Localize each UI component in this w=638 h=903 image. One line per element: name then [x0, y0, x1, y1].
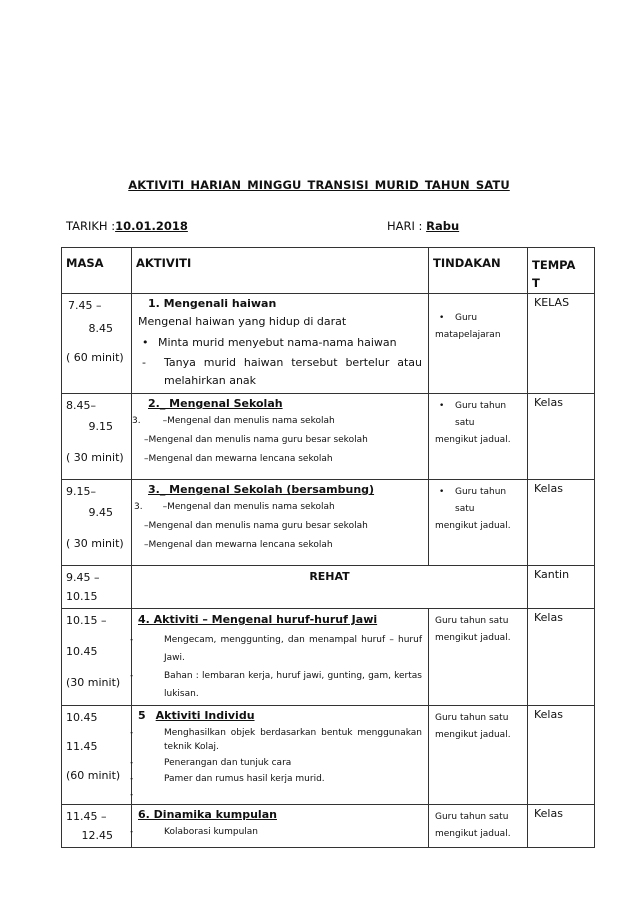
tarikh-label: TARIKH : [66, 219, 116, 233]
masa-cell: 9.15– 9.45 ( 30 minit) [62, 480, 132, 566]
tempat-cell: Kelas [528, 706, 595, 805]
masa-cell: 10.15 – 10.45 (30 minit) [62, 609, 132, 706]
masa-cell: 9.45 – 10.15 [62, 566, 132, 609]
tempat-cell: Kelas [528, 480, 595, 566]
masa-cell: 11.45 – 12.45 [62, 805, 132, 848]
table-header-row [62, 248, 595, 294]
tempat-cell: Kelas [528, 805, 595, 848]
tindakan-cell: Guru tahun satu mengikut jadual. [429, 805, 528, 848]
hari-value: Rabu [426, 219, 460, 233]
tarikh-value: 10.01.2018 [115, 219, 188, 233]
rehat-cell: REHAT [132, 566, 528, 609]
table-row [62, 706, 595, 805]
tarikh-field [66, 219, 188, 233]
page-title: AKTIVITI HARIAN MINGGU TRANSISI MURID TAHUN SATU [128, 178, 510, 192]
aktiviti-cell: 3._ Mengenal Sekolah (bersambung) 3. –Mengenal dan menulis nama sekolah –Mengenal dan menulis nama guru besar sekolah –Mengenal dan mewarna lencana sekolah [132, 480, 429, 566]
table-row [62, 805, 595, 848]
header-tindakan: TINDAKAN [429, 248, 528, 294]
tindakan-cell: Guru tahun satu mengikut jadual. [429, 706, 528, 805]
tempat-cell: Kelas [528, 609, 595, 706]
aktiviti-cell: 5 Aktiviti Individu - Menghasilkan objek berdasarkan bentuk menggunakan teknik Kolaj. - Penerangan dan tunjuk cara - Pamer dan rumus hasil kerja murid. - [132, 706, 429, 805]
hari-label: HARI : [387, 219, 423, 233]
table-row [62, 480, 595, 566]
aktiviti-cell: 1. Mengenali haiwan Mengenal haiwan yang hidup di darat • Minta murid menyebut nama-nama haiwan - Tanya murid haiwan tersebut bertelur atau melahirkan anak [132, 294, 429, 394]
table-row [62, 566, 595, 609]
aktiviti-cell: 2._ Mengenal Sekolah 3. –Mengenal dan menulis nama sekolah –Mengenal dan menulis nama guru besar sekolah –Mengenal dan mewarna lencana sekolah [132, 394, 429, 480]
table-row [62, 394, 595, 480]
aktiviti-cell: 4. Aktiviti – Mengenal huruf-huruf Jawi - Mengecam, menggunting, dan menampal huruf – huruf Jawi. - Bahan : lembaran kerja, huruf jawi, gunting, gam, kertas lukisan. [132, 609, 429, 706]
header-tempat: TEMPA T [528, 248, 595, 294]
header-masa: MASA [62, 248, 132, 294]
tindakan-cell: • Guru tahun satu mengikut jadual. [429, 394, 528, 480]
hari-field [387, 219, 459, 233]
table-row [62, 294, 595, 394]
tindakan-cell: • Guru matapelajaran [429, 294, 528, 394]
masa-cell: 10.45 11.45 (60 minit) [62, 706, 132, 805]
tindakan-cell: Guru tahun satu mengikut jadual. [429, 609, 528, 706]
tindakan-cell: • Guru tahun satu mengikut jadual. [429, 480, 528, 566]
tempat-cell: Kelas [528, 394, 595, 480]
masa-cell: 8.45– 9.15 ( 30 minit) [62, 394, 132, 480]
header-aktiviti: AKTIVITI [132, 248, 429, 294]
masa-cell: 7.45 – 8.45 ( 60 minit) [62, 294, 132, 394]
tempat-cell: KELAS [528, 294, 595, 394]
tempat-cell: Kantin [528, 566, 595, 609]
table-row [62, 609, 595, 706]
aktiviti-cell: 6. Dinamika kumpulan - Kolaborasi kumpulan [132, 805, 429, 848]
schedule-table [61, 247, 595, 848]
